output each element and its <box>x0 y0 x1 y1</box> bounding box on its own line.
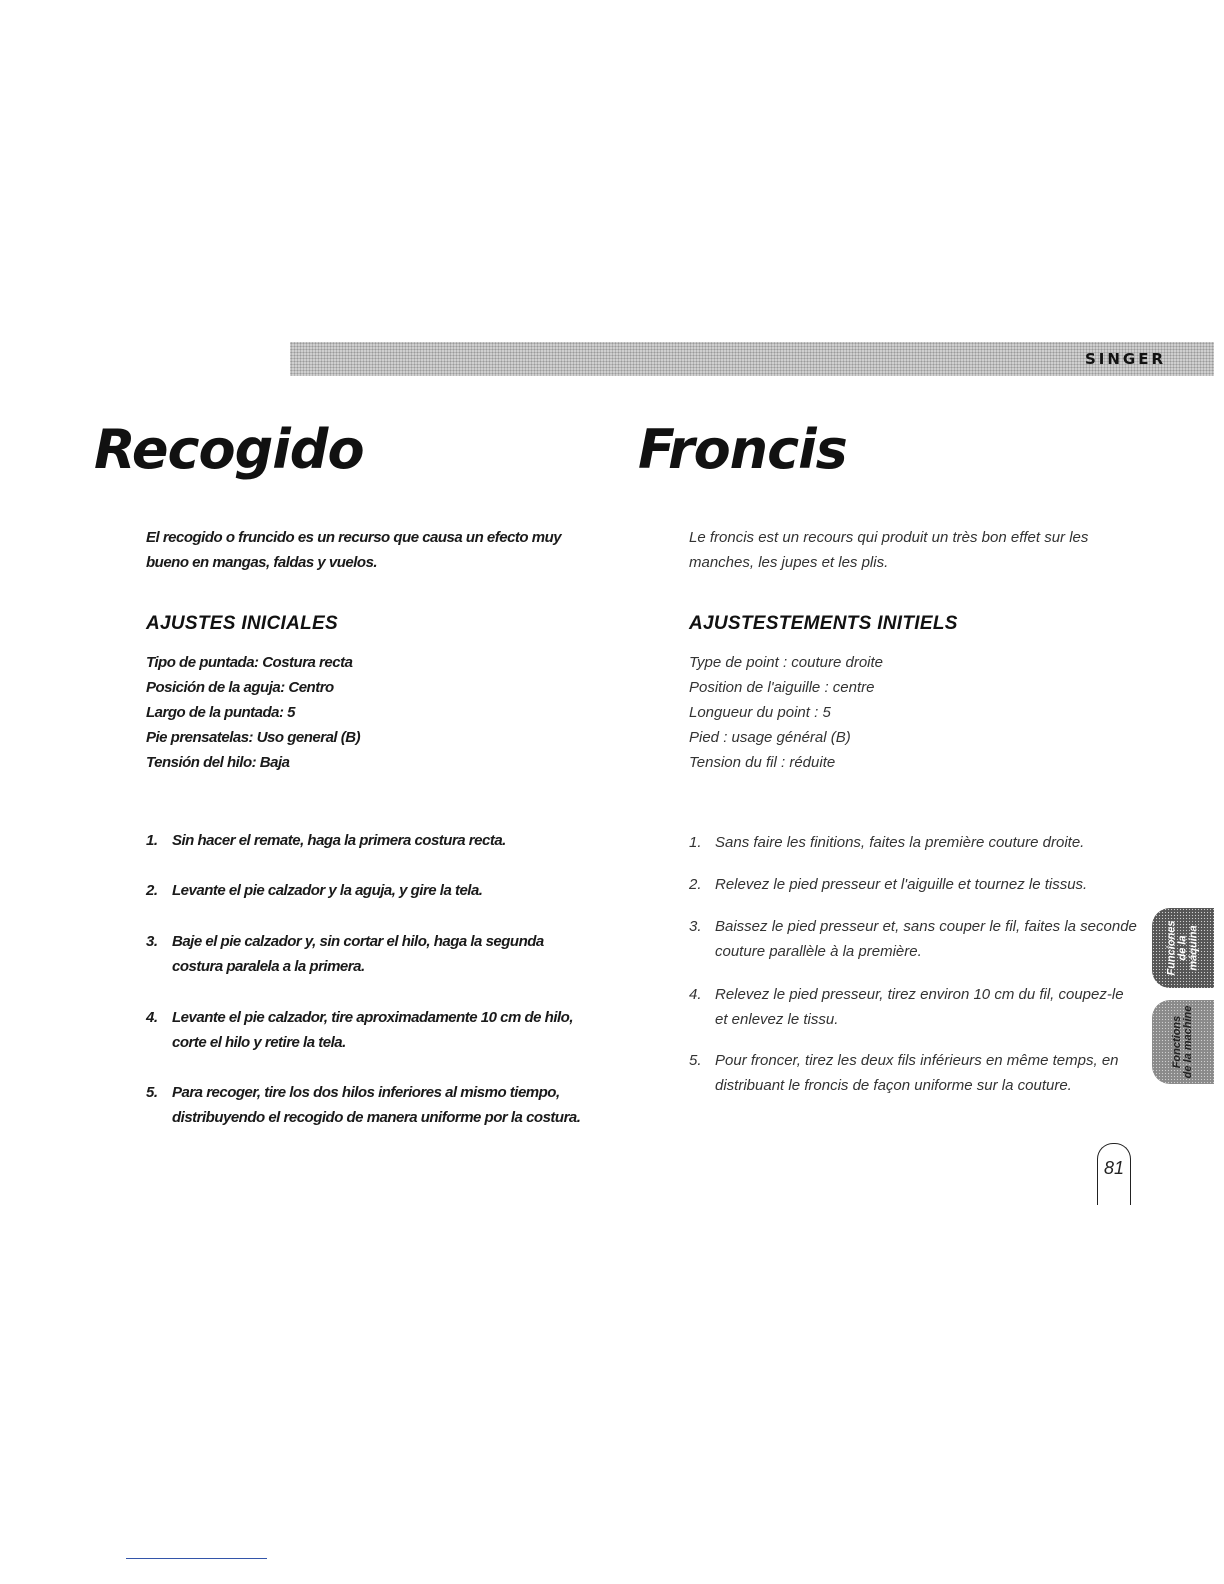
setting-thread-tension: Tension du fil : réduite <box>689 754 836 771</box>
step-item <box>146 929 596 979</box>
setting-stitch-type: Type de point : couture droite <box>689 654 884 671</box>
step-item <box>689 1048 1139 1098</box>
step-item <box>146 828 596 853</box>
setting-presser-foot: Pie prensatelas: Uso general (B) <box>146 729 361 746</box>
step-text: Pour froncer, tirez les deux fils inférieurs en même temps, en distribuant le froncis de façon uniforme sur la couture. <box>715 1052 1119 1094</box>
setting-thread-tension: Tensión del hilo: Baja <box>146 754 290 771</box>
side-tab-spanish[interactable] <box>1152 908 1214 988</box>
settings-list <box>146 650 360 775</box>
step-number: 5. <box>689 1052 702 1069</box>
step-item <box>146 1080 596 1130</box>
brand-logo: SINGER <box>1084 350 1166 368</box>
step-number: 3. <box>689 918 702 935</box>
setting-stitch-type: Tipo de puntada: Costura recta <box>146 654 353 671</box>
step-text: Baissez le pied presseur et, sans couper le fil, faites la seconde couture parallèle à la première. <box>715 918 1137 960</box>
step-item <box>146 878 596 903</box>
side-tab-label: Fonctions de la machine <box>1171 1005 1194 1079</box>
settings-heading: AJUSTES INICIALES <box>146 613 338 634</box>
step-item <box>689 914 1139 964</box>
step-item <box>689 982 1139 1032</box>
page-title-french: Froncis <box>638 418 847 481</box>
side-tab-label: Funciones de la máquina <box>1165 920 1200 976</box>
footer-divider <box>126 1558 267 1559</box>
step-text: Sin hacer el remate, haga la primera costura recta. <box>172 832 506 849</box>
step-text: Relevez le pied presseur, tirez environ 10 cm du fil, coupez-le et enlevez le tissu. <box>715 986 1124 1028</box>
step-text: Relevez le pied presseur et l'aiguille et tournez le tissus. <box>715 876 1088 893</box>
settings-heading: AJUSTESTEMENTS INITIELS <box>689 613 958 634</box>
settings-list <box>689 650 883 775</box>
intro-text: Le froncis est un recours qui produit un très bon effet sur les manches, les jupes et les plis. <box>689 529 1089 571</box>
step-number: 4. <box>689 986 702 1003</box>
step-number: 5. <box>146 1084 158 1101</box>
step-number: 4. <box>146 1009 158 1026</box>
step-item <box>146 1005 596 1055</box>
page-number: 81 <box>1097 1143 1131 1205</box>
step-number: 2. <box>689 876 702 893</box>
step-text: Levante el pie calzador, tire aproximadamente 10 cm de hilo, corte el hilo y retire la tela. <box>172 1009 573 1051</box>
intro-text: El recogido o fruncido es un recurso que causa un efecto muy bueno en mangas, faldas y vuelos. <box>146 529 562 571</box>
setting-needle-position: Position de l'aiguille : centre <box>689 679 875 696</box>
step-text: Para recoger, tire los dos hilos inferiores al mismo tiempo, distribuyendo el recogido de manera uniforme por la costura. <box>172 1084 581 1126</box>
step-number: 3. <box>146 933 158 950</box>
step-number: 1. <box>689 834 702 851</box>
setting-presser-foot: Pied : usage général (B) <box>689 729 851 746</box>
page-title-spanish: Recogido <box>94 418 364 481</box>
step-text: Sans faire les finitions, faites la première couture droite. <box>715 834 1085 851</box>
setting-stitch-length: Longueur du point : 5 <box>689 704 831 721</box>
setting-stitch-length: Largo de la puntada: 5 <box>146 704 296 721</box>
side-tab-french[interactable] <box>1152 1000 1214 1084</box>
step-item <box>689 872 1139 897</box>
step-text: Baje el pie calzador y, sin cortar el hilo, haga la segunda costura paralela a la primera. <box>172 933 544 975</box>
step-item <box>689 830 1139 855</box>
step-number: 1. <box>146 832 158 849</box>
header-bar <box>290 342 1214 376</box>
step-number: 2. <box>146 882 158 899</box>
step-text: Levante el pie calzador y la aguja, y gire la tela. <box>172 882 483 899</box>
setting-needle-position: Posición de la aguja: Centro <box>146 679 334 696</box>
